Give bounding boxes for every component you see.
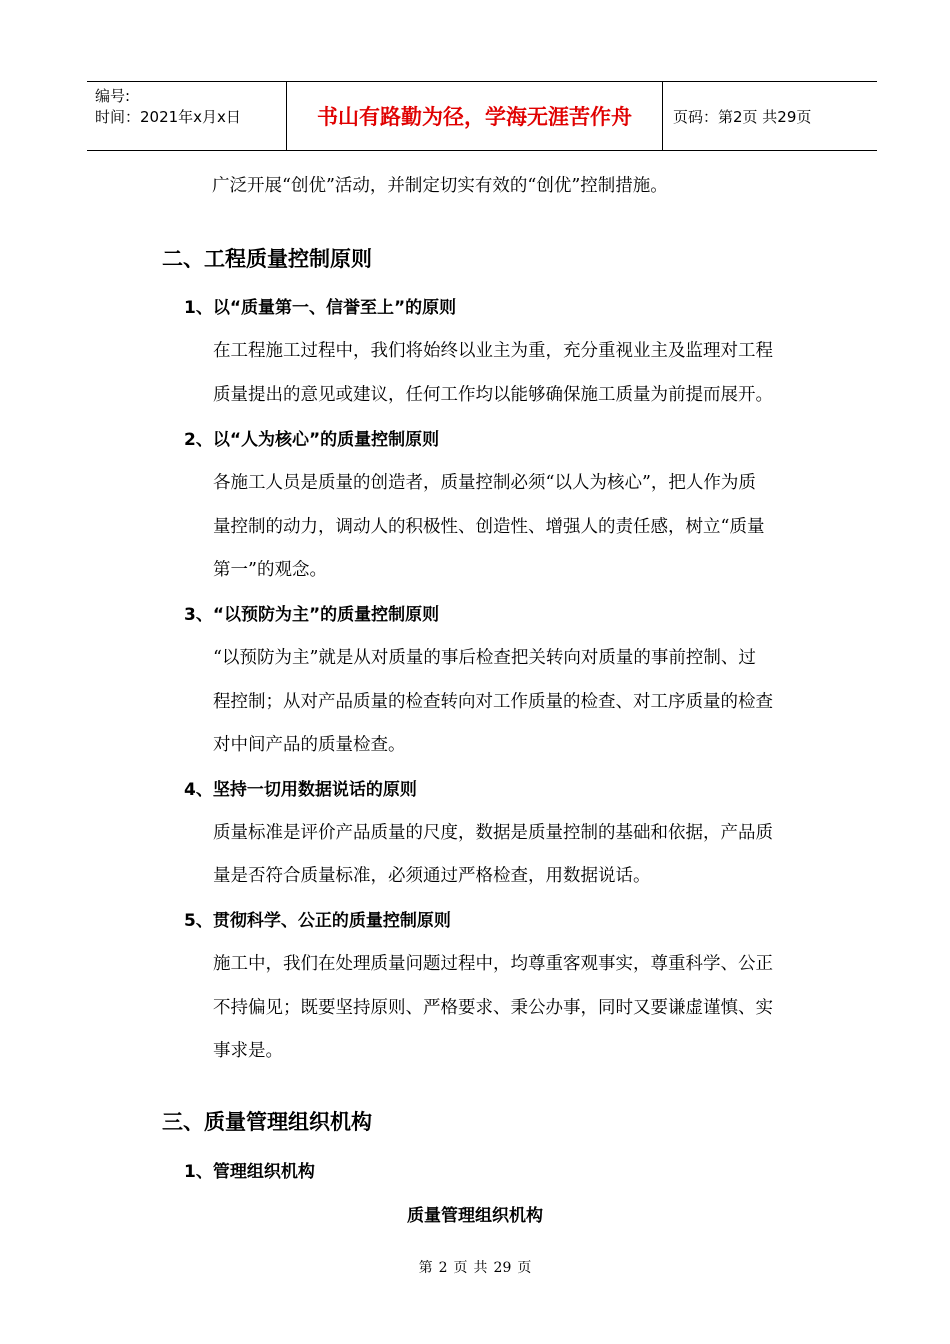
- principle-5-title: 5、贯彻科学、公正的质量控制原则: [184, 911, 451, 931]
- principle-3-line-1: “以预防为主”就是从对质量的事后检查把关转向对质量的事前控制、过: [213, 648, 756, 668]
- principle-1-line-1: 在工程施工过程中，我们将始终以业主为重，充分重视业主及监理对工程: [213, 341, 773, 361]
- page-header: [87, 81, 877, 151]
- principle-1-title: 1、以“质量第一、信誉至上”的原则: [184, 298, 457, 318]
- principle-2-line-1: 各施工人员是质量的创造者，质量控制必须“以人为核心”，把人作为质: [213, 473, 756, 493]
- header-motto: [286, 82, 663, 150]
- principle-4-line-1: 质量标准是评价产品质量的尺度，数据是质量控制的基础和依据，产品质: [213, 823, 773, 843]
- page-footer: [0, 1257, 950, 1277]
- header-page-number: 页码：第2页 共29页: [673, 108, 812, 126]
- header-meta: [95, 86, 241, 128]
- principle-5-line-3: 事求是。: [213, 1041, 283, 1061]
- footer-total: 29: [493, 1260, 512, 1276]
- org-chart-caption: 质量管理组织机构: [407, 1206, 543, 1226]
- subsection-3-1-title: 1、管理组织机构: [184, 1162, 315, 1182]
- header-time: 时间：2021年x月x日: [95, 108, 241, 126]
- footer-di: 第: [418, 1260, 433, 1276]
- principle-1-line-2: 质量提出的意见或建议，任何工作均以能够确保施工质量为前提而展开。: [213, 385, 773, 405]
- motto-text: 书山有路勤为径，学海无涯苦作舟: [317, 105, 632, 129]
- principle-2-line-3: 第一”的观念。: [213, 560, 327, 580]
- principle-4-line-2: 量是否符合质量标准，必须通过严格检查，用数据说话。: [213, 866, 651, 886]
- footer-ye2: 页: [517, 1260, 532, 1276]
- principle-2-title: 2、以“人为核心”的质量控制原则: [184, 430, 440, 450]
- principle-5-line-2: 不持偏见；既要坚持原则、严格要求、秉公办事，同时又要谦虚谨慎、实: [213, 998, 773, 1018]
- footer-gong: 共: [473, 1260, 488, 1276]
- principle-3-title: 3、“以预防为主”的质量控制原则: [184, 605, 440, 625]
- principle-5-line-1: 施工中，我们在处理质量问题过程中，均尊重客观事实，尊重科学、公正: [213, 954, 773, 974]
- section-2-title: 二、工程质量控制原则: [162, 247, 372, 271]
- principle-2-line-2: 量控制的动力，调动人的积极性、创造性、增强人的责任感，树立“质量: [213, 517, 765, 537]
- footer-ye: 页: [453, 1260, 468, 1276]
- header-number: 编号:: [95, 87, 131, 105]
- section-3-title: 三、质量管理组织机构: [162, 1110, 372, 1134]
- footer-page: 2: [438, 1260, 448, 1276]
- principle-3-line-3: 对中间产品的质量检查。: [213, 735, 406, 755]
- principle-3-line-2: 程控制；从对产品质量的检查转向对工作质量的检查、对工序质量的检查: [213, 692, 773, 712]
- principle-4-title: 4、坚持一切用数据说话的原则: [184, 780, 417, 800]
- intro-paragraph: 广泛开展“创优”活动，并制定切实有效的“创优”控制措施。: [212, 176, 668, 196]
